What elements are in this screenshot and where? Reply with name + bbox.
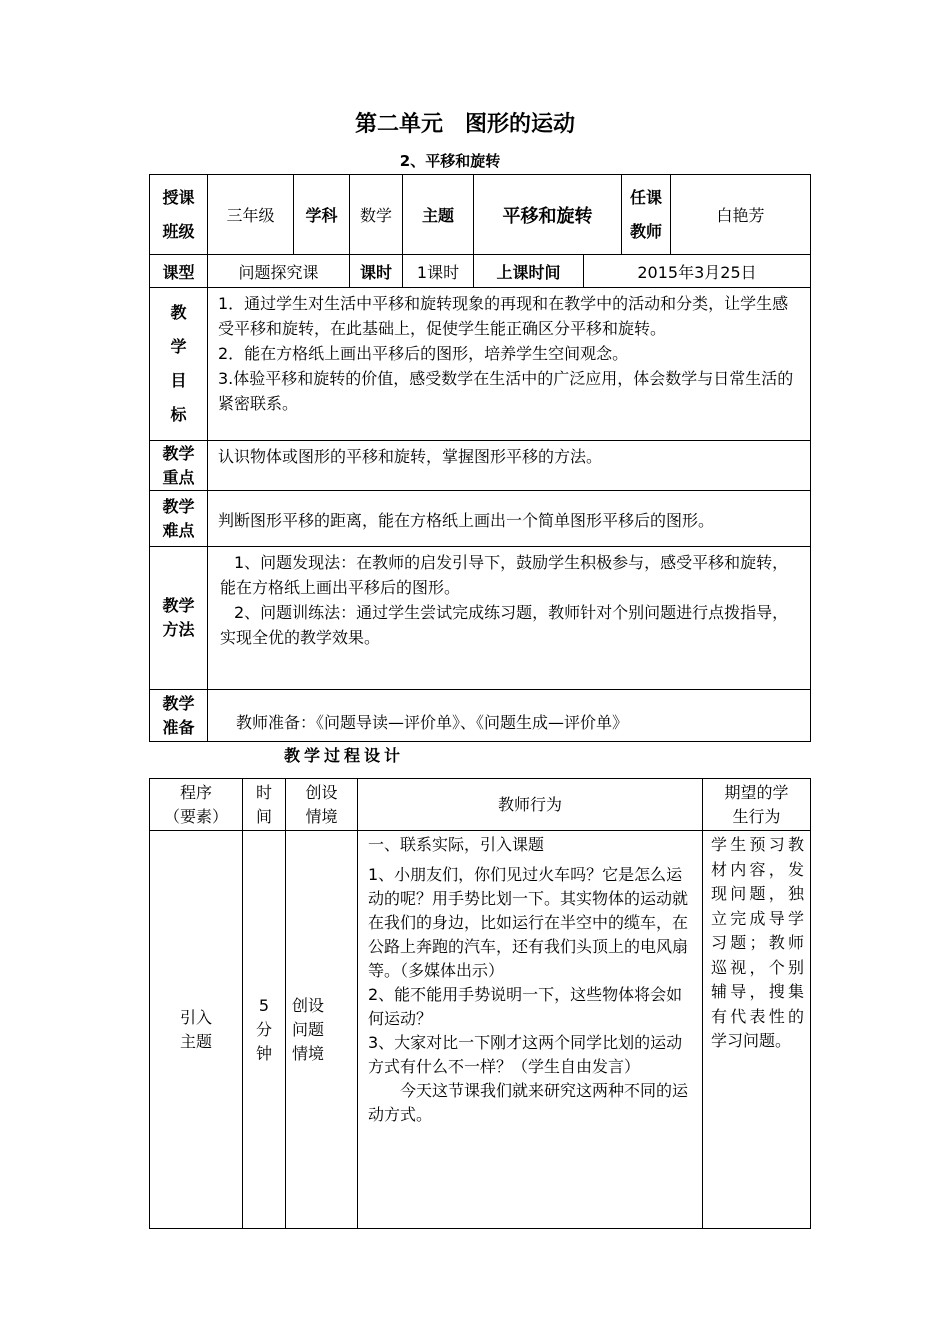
- goals-label: 教 学 目 标: [150, 288, 208, 441]
- goal-item: 1．通过学生对生活中平移和旋转现象的再现和在教学中的活动和分类，让学生感受平移和旋转，在此基础上，促使学生能正确区分平移和旋转。: [218, 294, 789, 338]
- method-content: [208, 547, 811, 690]
- document-title: 第二单元 图形的运动: [354, 112, 575, 137]
- goals-content: [208, 288, 811, 441]
- situation-cell: 创设 问题 情境: [286, 831, 358, 1229]
- process-title: 教学过程设计: [284, 746, 405, 765]
- step-cell: 引入 主题: [150, 831, 243, 1229]
- lesson-subtitle: 2、平移和旋转: [399, 152, 501, 170]
- header-time: 时 间: [243, 779, 286, 831]
- header-teacher: 教师行为: [358, 779, 703, 831]
- difficulty-content: 判断图形平移的距离，能在方格纸上画出一个简单图形平移后的图形。: [208, 491, 811, 547]
- time-label: 上课时间: [474, 255, 584, 288]
- lesson-info-table: [149, 174, 811, 742]
- subject-label: 学科: [294, 175, 350, 255]
- teacher-step: 一、联系实际，引入课题: [368, 835, 545, 854]
- teacher-step: 今天这节课我们就来研究这两种不同的运动方式。: [368, 1081, 689, 1124]
- time-cell: 5 分 钟: [243, 831, 286, 1229]
- difficulty-label: 教学 难点: [150, 491, 208, 547]
- teacher-step: 2、能不能用手势说明一下，这些物体将会如何运动？: [368, 985, 683, 1028]
- class-label: 授课 班级: [150, 175, 208, 255]
- key-label: 教学 重点: [150, 441, 208, 491]
- method-item: 2、问题训练法：通过学生尝试完成练习题，教师针对个别问题进行点拨指导，实现全优的教学效果。: [220, 603, 789, 647]
- method-label: 教学 方法: [150, 547, 208, 690]
- teacher-step: 3、大家对比一下刚才这两个同学比划的运动方式有什么不一样？（学生自由发言）: [368, 1033, 683, 1076]
- hours-value: 1课时: [403, 255, 474, 288]
- header-step: 程序 （要素）: [150, 779, 243, 831]
- prep-content: 教师准备：《问题导读—评价单》、《问题生成—评价单》: [208, 690, 811, 742]
- subject-value: 数学: [350, 175, 403, 255]
- class-value: 三年级: [208, 175, 294, 255]
- header-situation: 创设 情境: [286, 779, 358, 831]
- topic-value: 平移和旋转: [474, 175, 622, 255]
- prep-label: 教学 准备: [150, 690, 208, 742]
- goal-item: 2．能在方格纸上画出平移后的图形，培养学生空间观念。: [218, 344, 629, 363]
- type-label: 课型: [150, 255, 208, 288]
- type-value: 问题探究课: [208, 255, 350, 288]
- teacher-label: 任课 教师: [622, 175, 671, 255]
- process-table: [149, 778, 811, 1229]
- key-content: 认识物体或图形的平移和旋转，掌握图形平移的方法。: [208, 441, 811, 491]
- method-item: 1、问题发现法：在教师的启发引导下，鼓励学生积极参与，感受平移和旋转，能在方格纸上画出平移后的图形。: [220, 553, 789, 597]
- teacher-value: 白艳芳: [671, 175, 811, 255]
- topic-label: 主题: [403, 175, 474, 255]
- time-value: 2015年3月25日: [584, 255, 811, 288]
- header-student: 期望的学 生行为: [703, 779, 811, 831]
- hours-label: 课时: [350, 255, 403, 288]
- teacher-behavior-cell: [358, 831, 703, 1229]
- student-behavior-cell: 学生预习教材内容，发现问题，独立完成导学习题；教师巡视，个别辅导，搜集有代表性的学习问题。: [703, 831, 811, 1229]
- goal-item: 3.体验平移和旋转的价值，感受数学在生活中的广泛应用，体会数学与日常生活的紧密联系。: [218, 369, 794, 413]
- teacher-step: 1、小朋友们，你们见过火车吗？它是怎么运动的呢？用手势比划一下。其实物体的运动就在我们的身边，比如运行在半空中的缆车，在公路上奔跑的汽车，还有我们头顶上的电风扇等。（多媒体出示）: [368, 865, 689, 980]
